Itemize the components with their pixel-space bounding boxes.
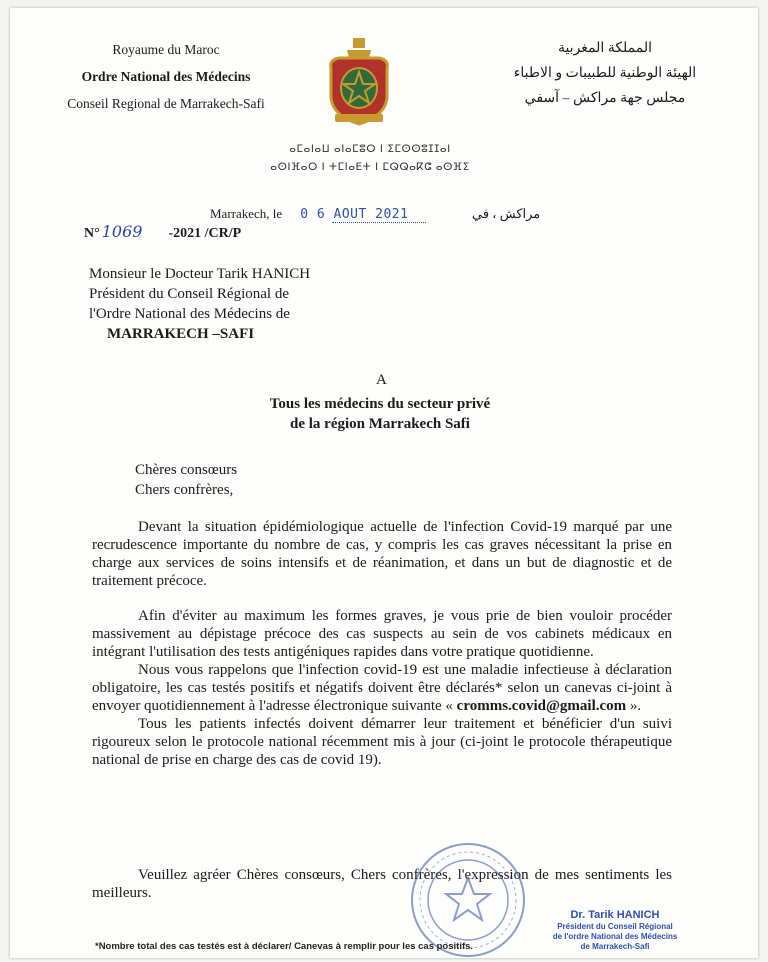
email-address: cromms.covid@gmail.com <box>456 698 627 714</box>
header-tif-line-1: ⴰⵎⴰⵏⴰⵡ ⴰⵏⴰⵎⵓⵔ ⵏ ⵉⵎⵙⵙⵓⵊⵊⴰⵏ <box>289 143 451 155</box>
sender-line-1: Monsieur le Docteur Tarik HANICH <box>89 266 311 282</box>
footnote-star: * <box>494 680 503 696</box>
salutation-line-2: Chers confrères, <box>135 482 234 498</box>
closing-paragraph: Veuillez agréer Chères consœurs, Chers confrères, l'expression de mes sentiments les meilleurs. <box>92 867 672 901</box>
header-tif-line-2: ⴰⵙⵏⴼⴰⵔ ⵏ ⵜⵎⵏⴰⴹⵜ ⵏ ⵎⵕⵕⴰⴽⵛ ⴰⵙⴼⵉ <box>270 161 470 173</box>
letter-body <box>92 518 672 769</box>
signature-line-3: de Marrakech-Safi <box>580 942 650 951</box>
header-fr-kingdom: Royaume du Maroc <box>112 42 220 57</box>
paragraph-2: Afin d'éviter au maximum les formes graves, je vous prie de bien vouloir procéder massivement au dépistage précoce des cas suspects au sein de vos cabinets médicaux en intégrant l'utilisation des tests antigéniques rapides dans votre pratique quotidienne. <box>92 608 672 660</box>
salutation-line-1: Chères consœurs <box>135 462 238 478</box>
sender-city: MARRAKECH –SAFI <box>107 326 255 342</box>
royal-emblem-icon <box>325 38 393 126</box>
recipient-line-2: de la région Marrakech Safi <box>290 416 470 432</box>
paragraph-3-start: Nous vous rappelons que l'infection covid-19 est une maladie infectieuse à déclaration obligatoire, les cas testés positifs et négatifs doivent être déclarés <box>92 662 672 696</box>
reference-handwritten: 1069 <box>101 222 143 241</box>
dateline <box>210 206 408 222</box>
paragraph-3-middle: selon un canevas ci-joint à envoyer quotidiennement à l'adresse électronique suivante « <box>92 680 672 714</box>
header-ar-order: الهيئة الوطنية للطبيبات و الاطباء <box>513 66 697 81</box>
signature-line-2: de l'ordre National des Médecins <box>552 932 678 941</box>
signature-block <box>530 908 700 952</box>
reference-prefix: N° <box>84 226 100 241</box>
paragraph-3 <box>92 661 672 715</box>
header-ar-council: مجلس جهة مراكش – آسفي <box>524 91 686 106</box>
paragraph-4: Tous les patients infectés doivent démarrer leur traitement et bénéficier d'un suivi rigoureux selon le protocole national récemment mis à jour (ci-joint le protocole thérapeutique national de prise en charge des cas de covid 19). <box>92 716 672 768</box>
reference-suffix: -2021 /CR/P <box>168 226 242 241</box>
header-fr-council: Conseil Regional de Marrakech-Safi <box>67 96 265 111</box>
sender-block <box>89 264 310 344</box>
reference-number <box>84 222 241 242</box>
recipient-line-1: Tous les médecins du secteur privé <box>269 396 491 412</box>
signature-line-1: Président du Conseil Régional <box>557 922 673 931</box>
dateline-arabic: مراكش ، في <box>472 206 541 221</box>
date-stamp: 0 6 AOUT 2021 <box>300 207 409 222</box>
salutation <box>135 460 237 500</box>
closing-block <box>92 866 672 902</box>
signature-name: Dr. Tarik HANICH <box>570 909 660 921</box>
sender-line-3: l'Ordre National des Médecins de <box>89 306 290 322</box>
header-ar-kingdom: المملكة المغربية <box>557 41 653 56</box>
header-arabic <box>480 36 730 111</box>
header-fr-order: Ordre National des Médecins <box>81 69 251 84</box>
recipient-block <box>160 394 600 434</box>
header-tifinagh <box>240 140 500 176</box>
date-dotted-line <box>332 222 426 223</box>
paragraph-1: Devant la situation épidémiologique actuelle de l'infection Covid-19 marqué par une recrudescence importante du nombre de cas, y compris les cas graves nécessitant la prise en charge aux services de soins intensifs et de réanimation, et dans un but de diagnostic et de traitement précoce. <box>92 519 672 589</box>
letter-page <box>10 8 758 958</box>
header-french <box>46 36 286 117</box>
paragraph-3-end: ». <box>626 698 642 714</box>
footnote: *Nombre total des cas testés est à déclarer/ Canevas à remplir pour les cas positifs. <box>95 941 474 952</box>
dateline-place: Marrakech, le <box>210 206 283 221</box>
sender-line-2: Président du Conseil Régional de <box>89 286 289 302</box>
recipient-a: A <box>376 372 387 388</box>
